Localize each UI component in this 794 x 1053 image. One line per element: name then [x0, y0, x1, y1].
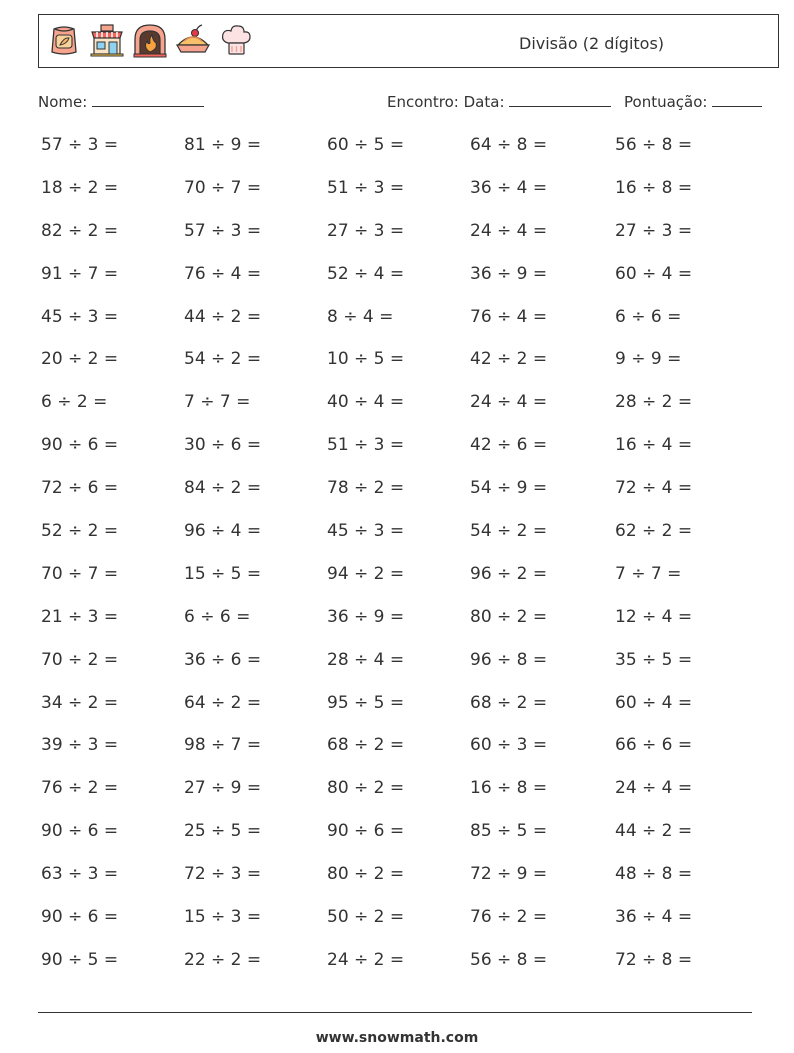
division-problem: 80 ÷ 2 = — [327, 864, 405, 885]
division-problem: 60 ÷ 3 = — [470, 735, 548, 756]
division-problem: 24 ÷ 4 = — [470, 392, 548, 413]
division-problem: 45 ÷ 3 = — [41, 306, 119, 327]
score-field — [624, 93, 762, 111]
division-problem: 72 ÷ 6 = — [41, 478, 119, 499]
score-blank-line — [712, 93, 762, 107]
division-problem: 76 ÷ 4 = — [184, 263, 262, 284]
division-problem: 42 ÷ 2 = — [470, 349, 548, 370]
score-label: Pontuação: — [624, 93, 708, 111]
problem-row — [0, 349, 794, 392]
division-problem: 6 ÷ 6 = — [615, 306, 682, 327]
division-problem: 50 ÷ 2 = — [327, 907, 405, 928]
division-problem: 12 ÷ 4 = — [615, 606, 693, 627]
division-problem: 21 ÷ 3 = — [41, 606, 119, 627]
division-problem: 70 ÷ 7 = — [41, 563, 119, 584]
name-field — [38, 93, 204, 111]
division-problem: 76 ÷ 2 = — [470, 907, 548, 928]
division-problem: 96 ÷ 2 = — [470, 563, 548, 584]
flour-sack-icon — [45, 21, 83, 59]
division-problem: 36 ÷ 4 = — [615, 907, 693, 928]
division-problem: 27 ÷ 3 = — [327, 220, 405, 241]
division-problem: 64 ÷ 8 = — [470, 135, 548, 155]
division-problem: 54 ÷ 2 = — [184, 349, 262, 370]
division-problem: 85 ÷ 5 = — [470, 821, 548, 842]
division-problem: 6 ÷ 2 = — [41, 392, 108, 413]
division-problem: 52 ÷ 4 = — [327, 263, 405, 284]
division-problem: 64 ÷ 2 = — [184, 692, 262, 713]
division-problem: 7 ÷ 7 = — [615, 563, 682, 584]
division-problem: 30 ÷ 6 = — [184, 435, 262, 456]
problem-row — [0, 521, 794, 564]
division-problem: 24 ÷ 4 = — [470, 220, 548, 241]
division-problem: 34 ÷ 2 = — [41, 692, 119, 713]
header-icons — [45, 21, 255, 59]
division-problem: 98 ÷ 7 = — [184, 735, 262, 756]
division-problem: 36 ÷ 9 = — [470, 263, 548, 284]
division-problem: 68 ÷ 2 = — [327, 735, 405, 756]
division-problem: 39 ÷ 3 = — [41, 735, 119, 756]
division-problem: 70 ÷ 2 = — [41, 649, 119, 670]
division-problem: 57 ÷ 3 = — [184, 220, 262, 241]
division-problem: 45 ÷ 3 = — [327, 521, 405, 542]
division-problem: 72 ÷ 9 = — [470, 864, 548, 885]
division-problem: 70 ÷ 7 = — [184, 177, 262, 198]
division-problem: 72 ÷ 4 = — [615, 478, 693, 499]
division-problem: 90 ÷ 6 = — [327, 821, 405, 842]
division-problem: 52 ÷ 2 = — [41, 521, 119, 542]
division-problem: 18 ÷ 2 = — [41, 177, 119, 198]
division-problem: 90 ÷ 6 = — [41, 821, 119, 842]
division-problem: 16 ÷ 4 = — [615, 435, 693, 456]
division-problem: 15 ÷ 5 = — [184, 563, 262, 584]
division-problem: 94 ÷ 2 = — [327, 563, 405, 584]
division-problem: 90 ÷ 6 = — [41, 435, 119, 456]
cherry-pie-icon — [174, 21, 212, 59]
division-problem: 7 ÷ 7 = — [184, 392, 251, 413]
division-problem: 27 ÷ 9 = — [184, 778, 262, 799]
worksheet-title: Divisão (2 dígitos) — [519, 34, 665, 53]
name-blank-line — [92, 93, 204, 107]
problem-row — [0, 392, 794, 435]
division-problem: 54 ÷ 9 = — [470, 478, 548, 499]
division-problem: 91 ÷ 7 = — [41, 263, 119, 284]
division-problem: 76 ÷ 2 = — [41, 778, 119, 799]
division-problem: 54 ÷ 2 = — [470, 521, 548, 542]
division-problem: 42 ÷ 6 = — [470, 435, 548, 456]
problem-row — [0, 221, 794, 264]
problem-row — [0, 950, 794, 993]
problem-row — [0, 607, 794, 650]
problem-row — [0, 650, 794, 693]
division-problem: 22 ÷ 2 = — [184, 949, 262, 970]
footer-divider — [38, 1012, 752, 1013]
problem-row — [0, 307, 794, 350]
division-problem: 95 ÷ 5 = — [327, 692, 405, 713]
division-problem: 20 ÷ 2 = — [41, 349, 119, 370]
division-problem: 16 ÷ 8 = — [615, 177, 693, 198]
division-problem: 40 ÷ 4 = — [327, 392, 405, 413]
student-info-row — [0, 93, 794, 115]
problem-row — [0, 478, 794, 521]
division-problem: 68 ÷ 2 = — [470, 692, 548, 713]
division-problem: 25 ÷ 5 = — [184, 821, 262, 842]
division-problem: 8 ÷ 4 = — [327, 306, 394, 327]
division-problem: 35 ÷ 5 = — [615, 649, 693, 670]
division-problem: 51 ÷ 3 = — [327, 177, 405, 198]
division-problem: 90 ÷ 5 = — [41, 949, 119, 970]
division-problem: 36 ÷ 4 = — [470, 177, 548, 198]
division-problem: 9 ÷ 9 = — [615, 349, 682, 370]
bakery-shop-icon — [88, 21, 126, 59]
division-problem: 36 ÷ 9 = — [327, 606, 405, 627]
division-problem: 51 ÷ 3 = — [327, 435, 405, 456]
division-problem: 56 ÷ 8 = — [470, 949, 548, 970]
division-problem: 81 ÷ 9 = — [184, 135, 262, 155]
problem-row — [0, 435, 794, 478]
division-problem: 15 ÷ 3 = — [184, 907, 262, 928]
division-problem: 96 ÷ 4 = — [184, 521, 262, 542]
division-problem: 6 ÷ 6 = — [184, 606, 251, 627]
division-problem: 44 ÷ 2 = — [615, 821, 693, 842]
division-problem: 72 ÷ 3 = — [184, 864, 262, 885]
division-problem: 66 ÷ 6 = — [615, 735, 693, 756]
problem-row — [0, 564, 794, 607]
worksheet-header — [38, 14, 779, 68]
problem-row — [0, 178, 794, 221]
division-problem: 27 ÷ 3 = — [615, 220, 693, 241]
name-label: Nome: — [38, 93, 88, 111]
division-problem: 56 ÷ 8 = — [615, 135, 693, 155]
problem-row — [0, 907, 794, 950]
division-problem: 48 ÷ 8 = — [615, 864, 693, 885]
division-problem: 60 ÷ 4 = — [615, 692, 693, 713]
division-problem: 90 ÷ 6 = — [41, 907, 119, 928]
division-problem: 57 ÷ 3 = — [41, 135, 119, 155]
problem-row — [0, 135, 794, 178]
division-problem: 63 ÷ 3 = — [41, 864, 119, 885]
problem-row — [0, 735, 794, 778]
division-problem: 78 ÷ 2 = — [327, 478, 405, 499]
date-blank-line — [509, 93, 611, 107]
division-problem: 10 ÷ 5 = — [327, 349, 405, 370]
division-problem: 36 ÷ 6 = — [184, 649, 262, 670]
problem-row — [0, 821, 794, 864]
oven-icon — [131, 21, 169, 59]
division-problem: 96 ÷ 8 = — [470, 649, 548, 670]
division-problem: 28 ÷ 2 = — [615, 392, 693, 413]
division-problem: 16 ÷ 8 = — [470, 778, 548, 799]
problem-row — [0, 693, 794, 736]
division-problem: 84 ÷ 2 = — [184, 478, 262, 499]
problem-row — [0, 264, 794, 307]
problem-row — [0, 864, 794, 907]
chef-hat-icon — [217, 21, 255, 59]
date-label: Encontro: Data: — [387, 93, 505, 111]
division-problem: 28 ÷ 4 = — [327, 649, 405, 670]
division-problem: 72 ÷ 8 = — [615, 949, 693, 970]
footer-url: www.snowmath.com — [315, 1030, 479, 1046]
division-problem: 44 ÷ 2 = — [184, 306, 262, 327]
date-field — [387, 93, 611, 111]
division-problem: 24 ÷ 2 = — [327, 949, 405, 970]
division-problem: 82 ÷ 2 = — [41, 220, 119, 241]
division-problem: 62 ÷ 2 = — [615, 521, 693, 542]
problem-grid — [0, 135, 794, 993]
division-problem: 60 ÷ 5 = — [327, 135, 405, 155]
division-problem: 80 ÷ 2 = — [327, 778, 405, 799]
division-problem: 60 ÷ 4 = — [615, 263, 693, 284]
division-problem: 80 ÷ 2 = — [470, 606, 548, 627]
division-problem: 24 ÷ 4 = — [615, 778, 693, 799]
problem-row — [0, 778, 794, 821]
division-problem: 76 ÷ 4 = — [470, 306, 548, 327]
